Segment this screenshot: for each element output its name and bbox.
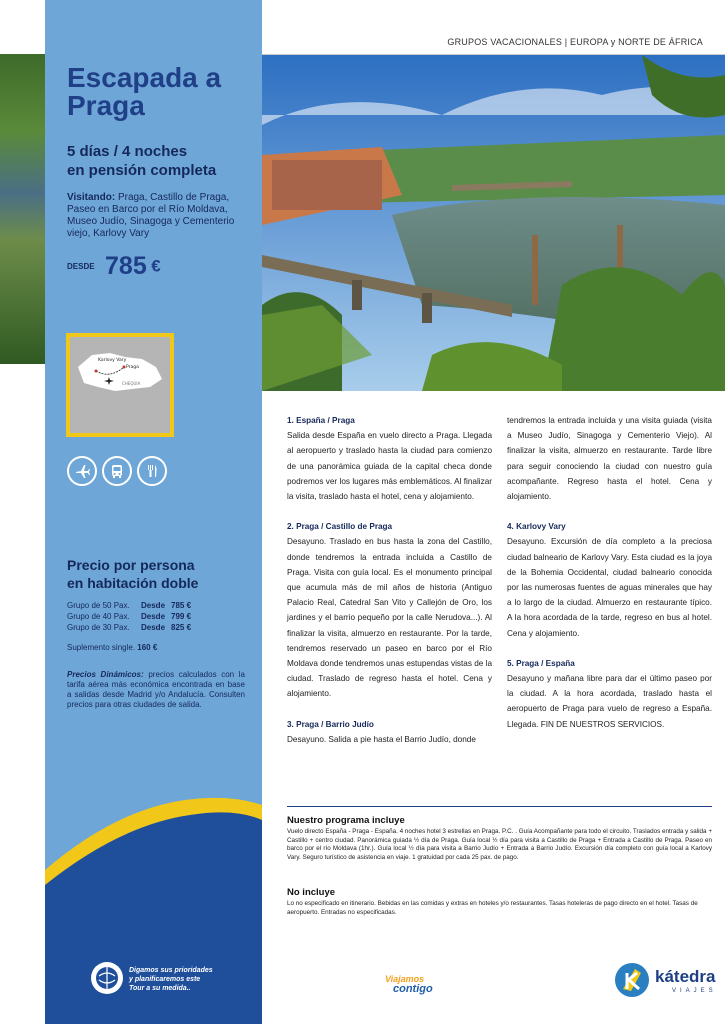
slogan: Digamos sus prioridades y planificaremos este Tour a su medida.. (129, 967, 213, 992)
group-price-row: Grupo de 30 Pax. Desde 825 € (67, 623, 192, 632)
day-text: Desayuno y mañana libre para dar el último paseo por la ciudad. A la hora acordada, traslado hasta el aeropuerto de Praga para vuelo de regreso a España. Llegada. FIN DE NUESTROS SERVICIOS. (507, 674, 712, 729)
airplane-icon (67, 456, 97, 486)
viajamos-contigo-logo: Viajamos contigo (385, 974, 433, 995)
services-icons (67, 456, 167, 486)
top-header (262, 0, 725, 54)
day-text: Desayuno. Excursión de día completo a la preciosa ciudad balneario de Karlovy Vary. Esta ciudad es la joya de la Bohemia Occidental, ciudad balneario conocida por las numerosas fuentes de aguas minerales que hay a lo largo de la ciudad. Almuerzo en restaurante típico. A la hora acordada de la tarde, regreso en bus al hotel. Cena y alojamiento. (507, 537, 712, 638)
left-photo-strip (0, 54, 45, 364)
group-price-row: Grupo de 40 Pax. Desde 799 € (67, 612, 192, 621)
group-prices (67, 600, 191, 633)
dynamic-prices-note: Precios Dinámicos: precios calculados con la tarifa aérea más económica encontrada en base a salidas desde Madrid y/o Andalucía. Consulten precios para otras ciudades de salida. (67, 670, 246, 709)
katedra-logo-icon (615, 963, 649, 997)
pricing-title: Precio por persona en habitación doble (67, 557, 199, 591)
not-included-title: No incluye (287, 887, 336, 898)
brand-sub: VIAJES (672, 988, 717, 994)
visiting-text: Visitando: Praga, Castillo de Praga, Paseo en Barco por el Río Moldava, Museo Judío, Sinagoga y Cementerio viejo, Karlovy Vary (67, 192, 235, 239)
bus-icon (102, 456, 132, 486)
day-title: 1. España / Praga (287, 416, 355, 425)
brand-name: kátedra (655, 967, 716, 986)
map-frame (66, 333, 174, 437)
day-text: Desayuno. Traslado en bus hasta la zona del Castillo, donde tendremos la entrada incluida a Castillo de Praga. Visita con guía local. Es el monumento principal que acumula más de mil años de historia (Antiguo Palacio Real, Catedral San Vito y Callejón de Oro, los jardines y el barrio pequeño por la calle Nerudova...). Al finalizar la visita, almuerzo en restaurante. Por la tarde, tendremos reservado un paseo en barco por el Río Moldava donde tendremos unas estupendas vistas de la ciudad. Traslado de regreso hasta el hotel. Cena y alojamiento. (287, 537, 492, 699)
group-price-row: Grupo de 50 Pax. Desde 785 € (67, 601, 192, 610)
duration-subtitle: 5 días / 4 noches en pensión completa (67, 143, 217, 179)
includes-title: Nuestro programa incluye (287, 815, 405, 826)
day-text: Desayuno. Salida a pie hasta el Barrio Judío, donde (287, 734, 476, 744)
prague-photo (262, 55, 725, 391)
globe-speech-icon (91, 962, 123, 994)
single-supplement: Suplemento single. 160 € (67, 643, 158, 652)
left-sidebar (45, 0, 262, 1024)
includes-text: Vuelo directo España - Praga - España. 4 noches hotel 3 estrellas en Praga. P.C. . Guía Acompañante para todo el circuito. Traslados entrada y salida + Castillo + centro ciudad. Panorámica guiada ½ día de Praga. Guía local ½ día para visita a Castillo de Praga + Entrada a Castillo de Praga. Paseo en barco por el río Moldava (1hr.). Guía local ½ día para visita a Barrio Judío + Entrada a Barrio Judío. Excursión día completo con guía local a Karlovy Vary. Seguro turístico de asistencia en viaje. 1 gratuidad por cada 25 pax. de pago. (287, 828, 712, 861)
day-text: tendremos la entrada incluida y una visita guiada (visita a Museo Judío, Sinagoga y Cementerio Viejo). Al finalizar la visita, almuerzo en restaurante. Tarde libre para seguir conociendo la ciudad con nuestro guía acompañante. Regreso hasta el hotel. Cena y alojamiento. (507, 416, 712, 502)
day-title: 4. Karlovy Vary (507, 522, 566, 532)
not-included-text: Lo no especificado en itinerario. Bebidas en las comidas y extras en hoteles y/o restaurantes. Tasas hoteleras de pago directo en el hotel. Tasas de aeropuerto. Entradas no especificadas. (287, 900, 698, 916)
day-text: Salida desde España en vuelo directo a Praga. Llegada al aeropuerto y traslado hasta la ciudad para comienzo de una panorámica guiada de la capital checa donde podremos ver los lugares más emblemáticos. Al finalizar la visita, traslado hasta el hotel, cena y alojamiento. (287, 431, 492, 502)
day-title: 3. Praga / Barrio Judío (287, 719, 374, 729)
page-title: Escapada a Praga (67, 62, 222, 121)
cutlery-icon (137, 456, 167, 486)
day-title: 2. Praga / Castillo de Praga (287, 522, 393, 532)
section-divider (287, 806, 712, 807)
map-city-praga: Praga (126, 365, 139, 370)
itinerary-column-1 (287, 413, 492, 747)
category-label: GRUPOS VACACIONALES | EUROPA y NORTE DE ÁFRICA (447, 37, 703, 47)
map-city-karlovy-vary: Karlovy Vary (98, 358, 127, 363)
day-title: 5. Praga / España (507, 658, 575, 668)
czech-map (70, 337, 170, 433)
price-currency: € (151, 256, 161, 276)
price-value: 785 (105, 252, 147, 280)
price-prefix: DESDE (67, 262, 95, 271)
price-block (67, 252, 161, 281)
map-country: CHEQUIA (122, 381, 141, 386)
itinerary-column-2 (507, 413, 712, 732)
